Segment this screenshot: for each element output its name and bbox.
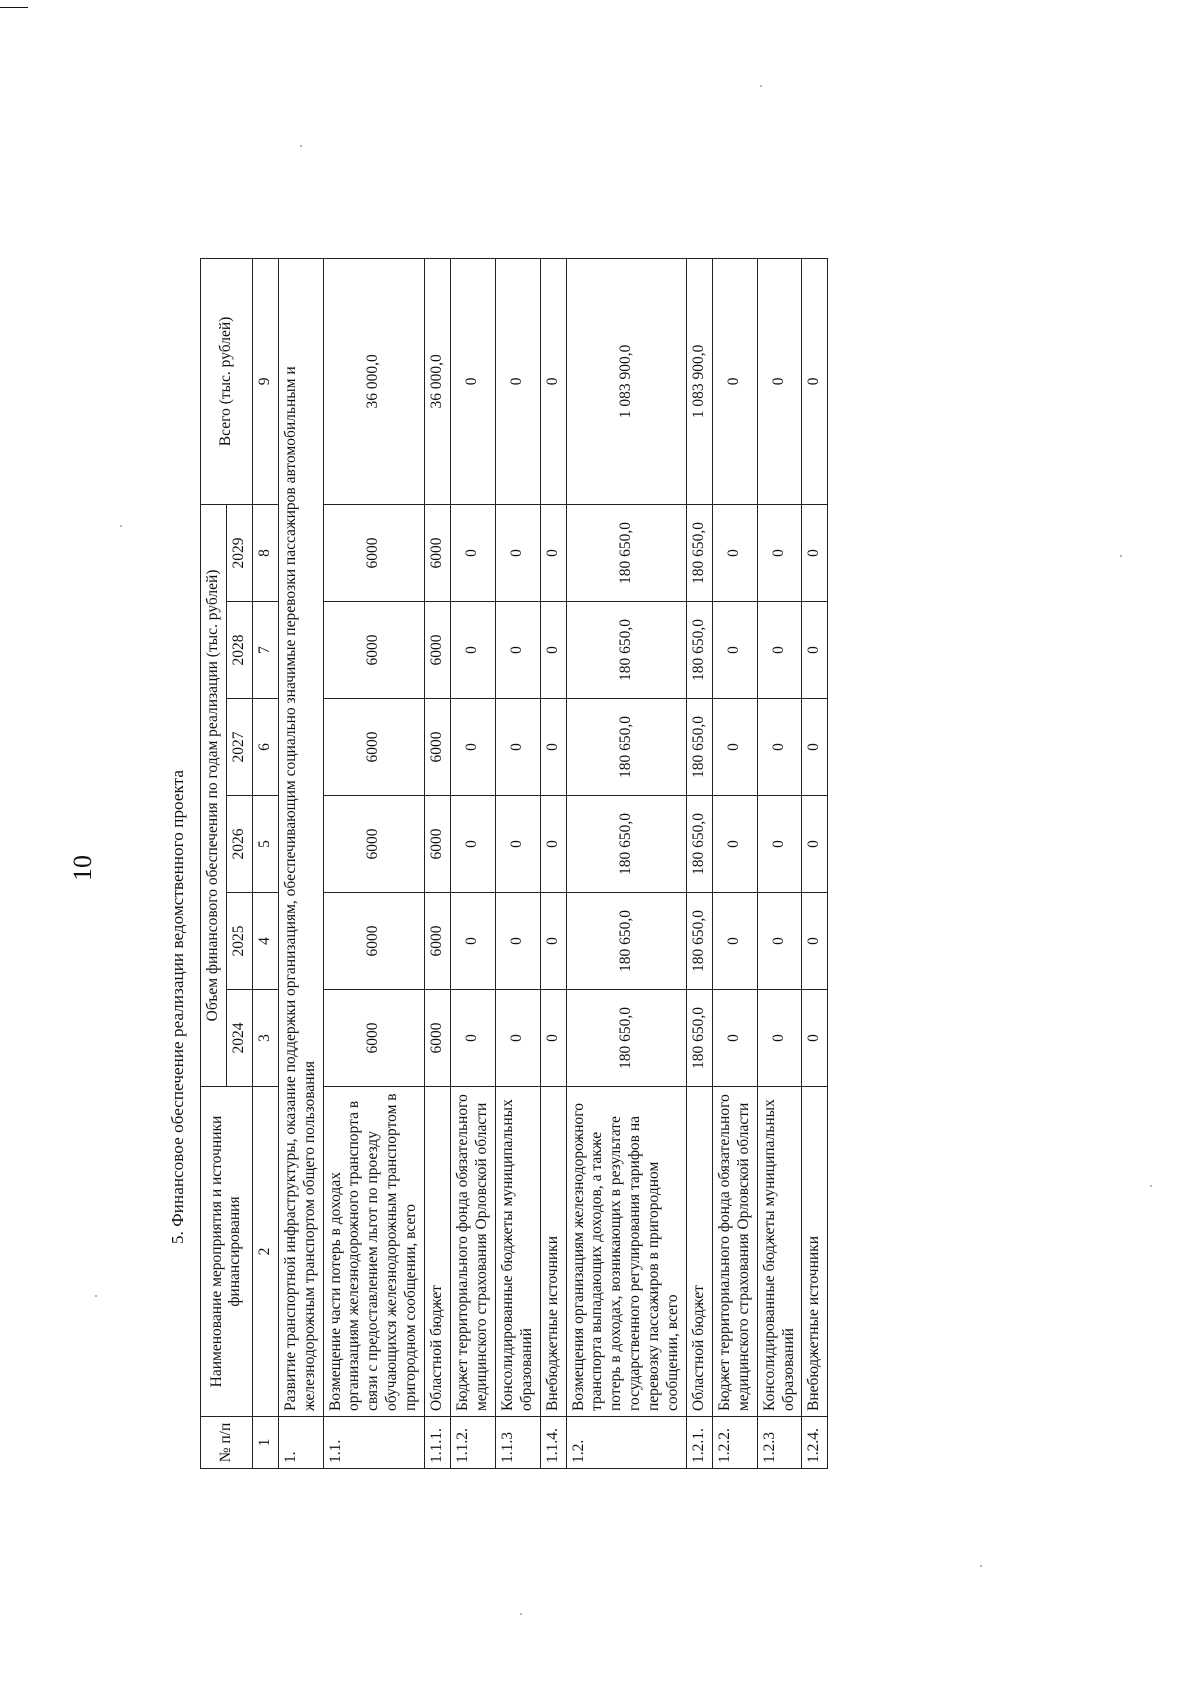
year-value: 0	[540, 796, 566, 893]
year-value: 0	[495, 504, 540, 601]
header-name: Наименование мероприятия и источники финансирования	[201, 1087, 253, 1417]
row-name: Возмещения организациям железнодорожного транспорта выпадающих доходов, а также потерь в доходах, возникающих в результате государственного регулирования тарифов на перевозку пассажиров в пригородном сообщении, всего	[566, 1087, 686, 1417]
year-value: 6000	[323, 504, 425, 601]
year-value: 0	[495, 893, 540, 990]
row-name: Областной бюджет	[686, 1087, 712, 1417]
year-value: 180 650,0	[686, 699, 712, 796]
year-value: 6000	[323, 893, 425, 990]
header-volume: Объем финансового обеспечения по годам реализации (тыс. рублей)	[201, 504, 227, 1086]
year-value: 180 650,0	[566, 504, 686, 601]
finance-table	[200, 258, 828, 1469]
year-value: 180 650,0	[686, 796, 712, 893]
year-value: 0	[450, 602, 495, 699]
header-year: 2026	[226, 796, 252, 893]
column-number: 5	[252, 796, 278, 893]
page-number: 10	[68, 855, 97, 881]
table-row	[566, 258, 686, 1468]
year-value: 0	[450, 990, 495, 1087]
year-value: 180 650,0	[566, 699, 686, 796]
year-value: 0	[712, 893, 757, 990]
scan-speck	[1120, 555, 1122, 557]
table-row	[712, 258, 757, 1468]
row-total: 1 083 900,0	[566, 258, 686, 504]
row-name: Консолидированные бюджеты муниципальных образований	[495, 1087, 540, 1417]
column-number: 9	[252, 258, 278, 504]
table-row	[540, 258, 566, 1468]
year-value: 0	[757, 602, 802, 699]
year-value: 0	[495, 602, 540, 699]
group-num: 1.	[278, 1417, 323, 1469]
year-value: 6000	[425, 893, 451, 990]
row-number: 1.2.4.	[802, 1417, 828, 1469]
header-year: 2024	[226, 990, 252, 1087]
year-value: 0	[802, 893, 828, 990]
scan-speck	[760, 85, 762, 87]
column-number-row	[252, 258, 278, 1468]
year-value: 6000	[425, 602, 451, 699]
scan-speck	[120, 525, 122, 527]
row-number: 1.1.1.	[425, 1417, 451, 1469]
row-total: 36 000,0	[323, 258, 425, 504]
table-row	[323, 258, 425, 1468]
year-value: 6000	[425, 990, 451, 1087]
row-number: 1.1.	[323, 1417, 425, 1469]
table-row	[425, 258, 451, 1468]
year-value: 0	[540, 893, 566, 990]
year-value: 0	[450, 796, 495, 893]
year-value: 0	[712, 504, 757, 601]
group-title: Развитие транспортной инфраструктуры, оказание поддержки организациям, обеспечивающим социально значимые перевозки пассажиров автомобильным и железнодорожным транспортом общего пользования	[278, 258, 323, 1416]
row-name: Бюджет территориального фонда обязательного медицинского страхования Орловской области	[450, 1087, 495, 1417]
group-row	[278, 258, 323, 1468]
year-value: 0	[450, 504, 495, 601]
table-row	[757, 258, 802, 1468]
header-total: Всего (тыс. рублей)	[201, 258, 253, 504]
year-value: 0	[757, 893, 802, 990]
year-value: 0	[802, 699, 828, 796]
row-total: 0	[495, 258, 540, 504]
row-number: 1.1.3	[495, 1417, 540, 1469]
year-value: 0	[712, 699, 757, 796]
table-body	[278, 258, 828, 1468]
year-value: 0	[802, 504, 828, 601]
row-total: 1 083 900,0	[686, 258, 712, 504]
year-value: 0	[495, 796, 540, 893]
year-value: 0	[540, 602, 566, 699]
row-number: 1.2.1.	[686, 1417, 712, 1469]
row-name: Возмещение части потерь в доходах организациям железнодорожного транспорта в связи с предоставлением льгот по проезду обучающихся железнодорожным транспортом в пригородном сообщении, всего	[323, 1087, 425, 1417]
row-total: 0	[540, 258, 566, 504]
table-row	[495, 258, 540, 1468]
column-number: 4	[252, 893, 278, 990]
year-value: 0	[712, 990, 757, 1087]
header-row	[201, 258, 227, 1468]
year-value: 0	[757, 699, 802, 796]
row-total: 0	[450, 258, 495, 504]
table-row	[802, 258, 828, 1468]
year-value: 0	[757, 504, 802, 601]
year-value: 0	[802, 990, 828, 1087]
year-value: 180 650,0	[686, 990, 712, 1087]
row-name: Внебюджетные источники	[540, 1087, 566, 1417]
row-number: 1.1.4.	[540, 1417, 566, 1469]
year-value: 180 650,0	[686, 504, 712, 601]
column-number: 3	[252, 990, 278, 1087]
header-num: № п/п	[201, 1417, 253, 1469]
year-value: 6000	[323, 602, 425, 699]
year-value: 6000	[425, 699, 451, 796]
row-name: Областной бюджет	[425, 1087, 451, 1417]
row-number: 1.2.3	[757, 1417, 802, 1469]
row-number: 1.2.2.	[712, 1417, 757, 1469]
scan-speck	[95, 1295, 97, 1297]
row-total: 0	[757, 258, 802, 504]
row-total: 0	[712, 258, 757, 504]
column-number: 2	[252, 1087, 278, 1417]
year-value: 180 650,0	[686, 893, 712, 990]
year-value: 180 650,0	[686, 602, 712, 699]
year-value: 0	[495, 699, 540, 796]
year-value: 180 650,0	[566, 990, 686, 1087]
header-year: 2028	[226, 602, 252, 699]
row-number: 1.1.2.	[450, 1417, 495, 1469]
row-total: 0	[802, 258, 828, 504]
year-value: 0	[757, 796, 802, 893]
year-value: 0	[712, 796, 757, 893]
year-value: 180 650,0	[566, 796, 686, 893]
row-name: Внебюджетные источники	[802, 1087, 828, 1417]
header-year: 2029	[226, 504, 252, 601]
year-value: 0	[540, 990, 566, 1087]
year-value: 0	[450, 893, 495, 990]
row-name: Бюджет территориального фонда обязательного медицинского страхования Орловской области	[712, 1087, 757, 1417]
year-value: 0	[802, 796, 828, 893]
year-value: 6000	[323, 990, 425, 1087]
header-year: 2025	[226, 893, 252, 990]
year-value: 0	[540, 699, 566, 796]
year-value: 0	[540, 504, 566, 601]
row-total: 36 000,0	[425, 258, 451, 504]
year-value: 0	[802, 602, 828, 699]
table-row	[686, 258, 712, 1468]
section-title: 5. Финансовое обеспечение реализации ведомственного проекта	[168, 769, 187, 1245]
row-name: Консолидированные бюджеты муниципальных образований	[757, 1087, 802, 1417]
table-row	[450, 258, 495, 1468]
year-value: 0	[450, 699, 495, 796]
year-value: 180 650,0	[566, 893, 686, 990]
year-value: 0	[712, 602, 757, 699]
year-value: 6000	[425, 504, 451, 601]
row-number: 1.2.	[566, 1417, 686, 1469]
column-number: 1	[252, 1417, 278, 1469]
scan-speck	[1150, 1185, 1152, 1187]
edge-mark	[0, 7, 28, 8]
year-value: 0	[495, 990, 540, 1087]
year-value: 180 650,0	[566, 602, 686, 699]
scan-speck	[300, 145, 302, 147]
column-number: 8	[252, 504, 278, 601]
year-value: 0	[757, 990, 802, 1087]
column-number: 6	[252, 699, 278, 796]
year-value: 6000	[323, 796, 425, 893]
year-value: 6000	[323, 699, 425, 796]
year-value: 6000	[425, 796, 451, 893]
header-year: 2027	[226, 699, 252, 796]
scan-speck	[980, 1565, 982, 1567]
scan-speck	[520, 1613, 522, 1615]
column-number: 7	[252, 602, 278, 699]
